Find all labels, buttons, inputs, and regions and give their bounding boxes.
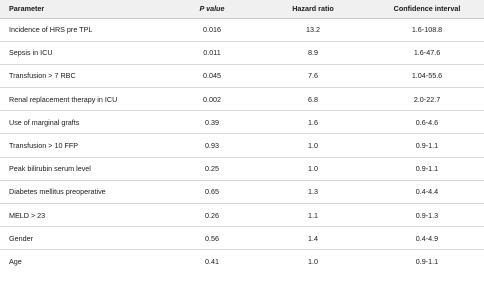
header-p-value: P value	[168, 0, 256, 18]
cell-hazard-ratio: 8.9	[256, 41, 370, 64]
header-hazard-ratio: Hazard ratio	[256, 0, 370, 18]
cell-confidence-interval: 0.6-4.6	[370, 111, 484, 134]
cell-hazard-ratio: 7.6	[256, 64, 370, 87]
cell-parameter: Incidence of HRS pre TPL	[0, 18, 168, 41]
header-row	[0, 0, 484, 18]
header-confidence-interval: Confidence interval	[370, 0, 484, 18]
cell-hazard-ratio: 6.8	[256, 88, 370, 111]
table-row	[0, 250, 484, 273]
cell-parameter: Peak bilirubin serum level	[0, 157, 168, 180]
cell-confidence-interval: 2.0-22.7	[370, 88, 484, 111]
cell-p-value: 0.011	[168, 41, 256, 64]
cell-hazard-ratio: 1.4	[256, 227, 370, 250]
table-row	[0, 204, 484, 227]
cell-hazard-ratio: 1.6	[256, 111, 370, 134]
cell-parameter: Transfusion > 10 FFP	[0, 134, 168, 157]
cell-parameter: Age	[9, 257, 22, 267]
cell-hazard-ratio: 1.1	[256, 204, 370, 227]
cell-hazard-ratio: 1.3	[256, 180, 370, 203]
cell-parameter: MELD > 23	[0, 204, 168, 227]
cell-confidence-interval: 0.9-1.1	[370, 134, 484, 157]
table-row	[0, 157, 484, 180]
table-row	[0, 180, 484, 203]
cell-parameter: Use of marginal grafts	[0, 111, 168, 134]
cell-confidence-interval: 0.4-4.4	[370, 180, 484, 203]
cell-confidence-interval: 1.6-108.8	[370, 18, 484, 41]
cell-confidence-interval: 0.9-1.1	[370, 157, 484, 180]
table-row	[0, 227, 484, 250]
header-parameter: Parameter	[0, 0, 168, 18]
table-header	[0, 0, 484, 18]
cell-parameter: Sepsis in ICU	[0, 41, 168, 64]
cell-confidence-interval: 1.6-47.6	[370, 41, 484, 64]
cell-p-value: 0.045	[168, 64, 256, 87]
table-row	[0, 64, 484, 87]
cell-p-value: 0.016	[168, 18, 256, 41]
cell-parameter: Renal replacement therapy in ICU	[0, 88, 168, 111]
cell-parameter: Gender	[0, 227, 168, 250]
table-row	[0, 88, 484, 111]
cell-p-value: 0.93	[168, 134, 256, 157]
cell-hazard-ratio: 1.0	[256, 134, 370, 157]
cell-hazard-ratio: 13.2	[256, 18, 370, 41]
cell-hazard-ratio: 1.0	[308, 257, 318, 267]
cell-p-value: 0.26	[168, 204, 256, 227]
cell-p-value: 0.39	[168, 111, 256, 134]
table-row	[0, 41, 484, 64]
cell-p-value: 0.002	[168, 88, 256, 111]
cell-parameter: Diabetes mellitus preoperative	[0, 180, 168, 203]
cell-hazard-ratio: 1.0	[256, 157, 370, 180]
cell-p-value: 0.25	[168, 157, 256, 180]
table-row	[0, 134, 484, 157]
table-body	[0, 18, 484, 273]
cell-parameter: Transfusion > 7 RBC	[0, 64, 168, 87]
cell-p-value: 0.41	[205, 257, 219, 267]
cell-p-value: 0.65	[168, 180, 256, 203]
cell-confidence-interval: 0.4-4.9	[370, 227, 484, 250]
table-row	[0, 18, 484, 41]
table-row	[0, 111, 484, 134]
cell-confidence-interval: 1.04-55.6	[370, 64, 484, 87]
cell-confidence-interval: 0.9-1.3	[370, 204, 484, 227]
cell-confidence-interval: 0.9-1.1	[415, 257, 439, 267]
cell-p-value: 0.56	[168, 227, 256, 250]
